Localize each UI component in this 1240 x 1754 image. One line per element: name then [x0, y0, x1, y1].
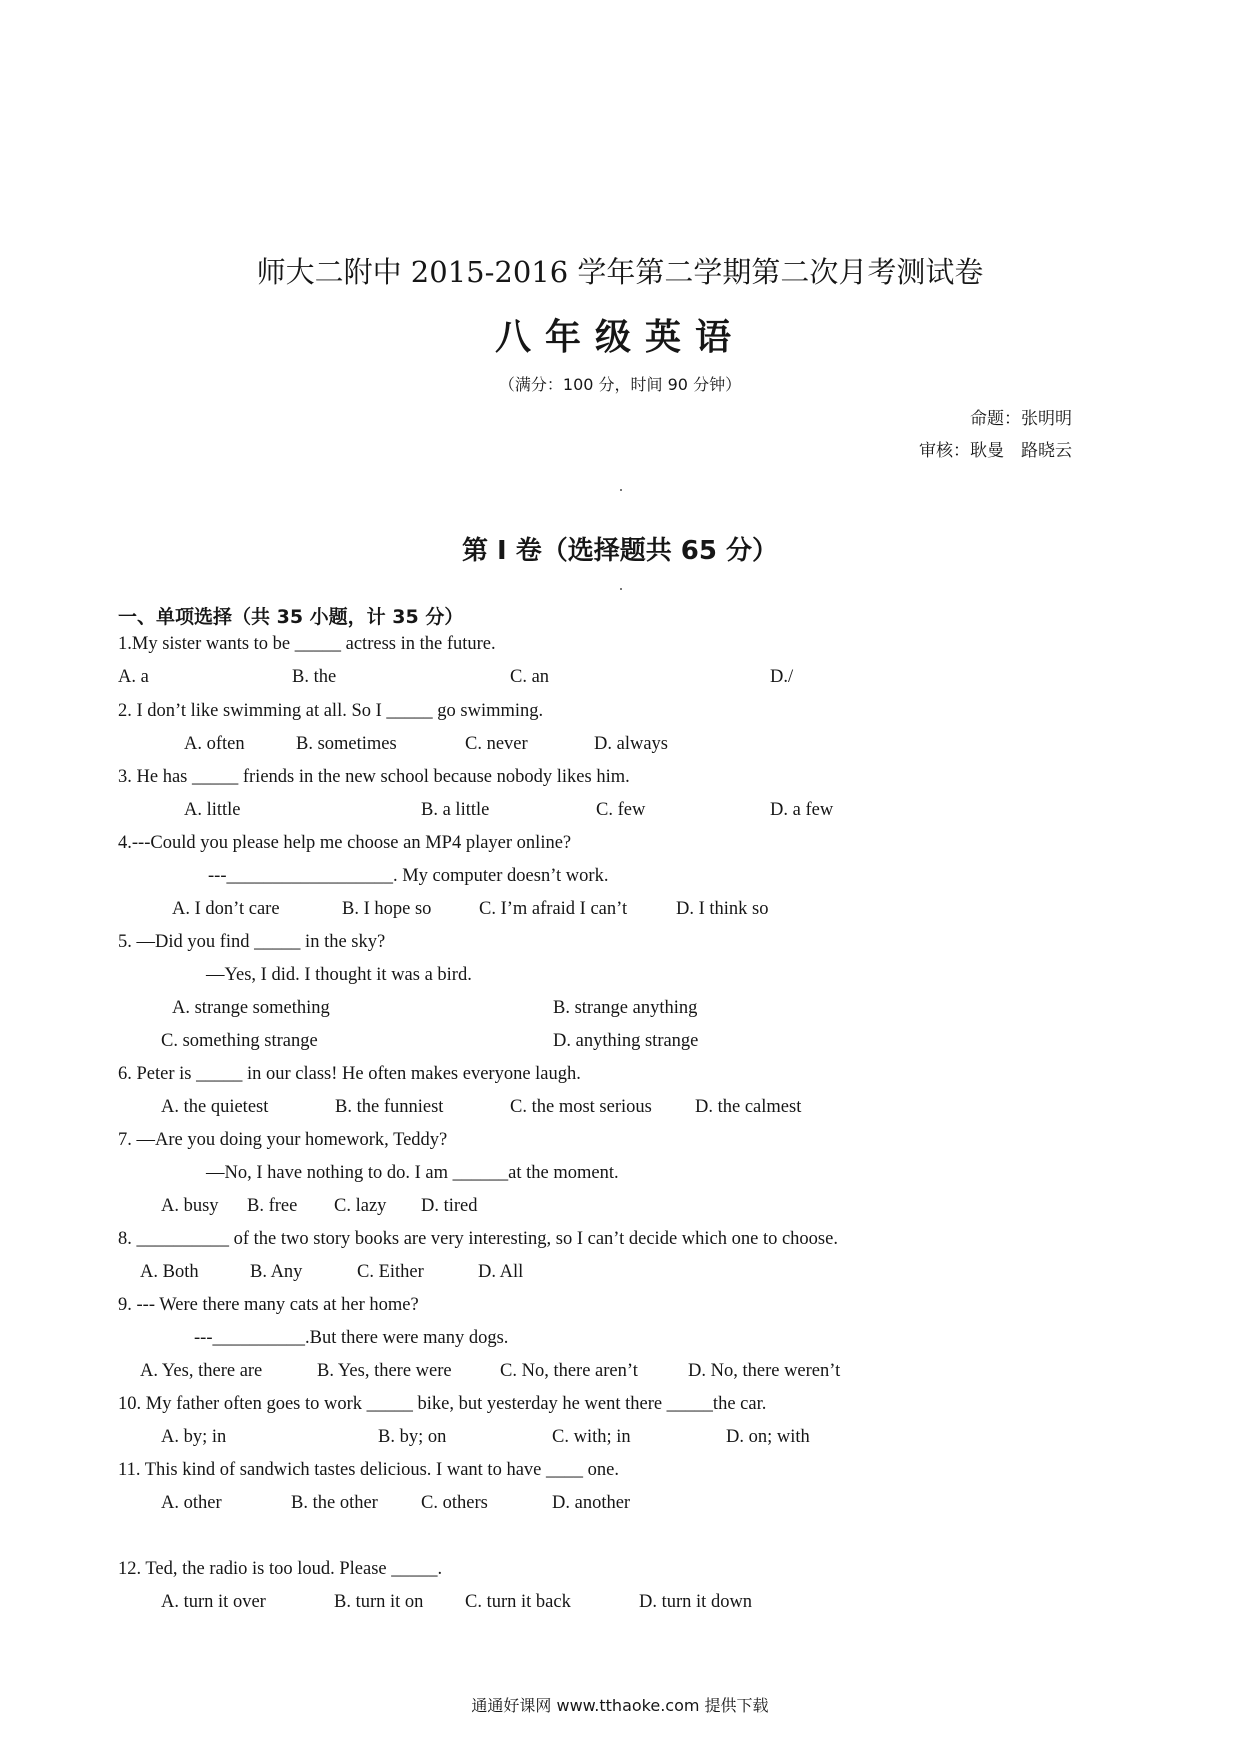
question-6-option-b: B. the funniest [335, 1097, 444, 1117]
question-2-option-b: B. sometimes [296, 734, 397, 754]
question-9-option-b: B. Yes, there were [317, 1361, 452, 1381]
question-8-option-c: C. Either [357, 1262, 424, 1282]
question-5-option-d: D. anything strange [553, 1031, 699, 1051]
question-12-option-c: C. turn it back [465, 1592, 571, 1612]
question-4-option-d: D. I think so [676, 899, 769, 919]
question-9-option-c: C. No, there aren’t [500, 1361, 638, 1381]
subject-title: 八年级英语 [494, 317, 745, 358]
scan-speck [620, 489, 622, 491]
question-10-option-d: D. on; with [726, 1427, 810, 1447]
question-7-option-a: A. busy [161, 1196, 219, 1216]
question-11-option-d: D. another [552, 1493, 631, 1513]
question-1-option-a: A. a [118, 667, 149, 687]
question-11-option-c: C. others [421, 1493, 488, 1513]
question-11-option-a: A. other [161, 1493, 222, 1513]
question-8-option-b: B. Any [250, 1262, 303, 1282]
scan-speck [620, 588, 622, 590]
question-6-option-a: A. the quietest [161, 1097, 269, 1117]
question-7-stem: 7. —Are you doing your homework, Teddy? [118, 1130, 448, 1150]
question-4-option-a: A. I don’t care [172, 899, 280, 919]
question-12-stem: 12. Ted, the radio is too loud. Please _____. [118, 1559, 443, 1579]
score-info: （满分：100 分，时间 90 分钟） [498, 375, 742, 394]
question-4-option-b: B. I hope so [342, 899, 432, 919]
question-4-option-c: C. I’m afraid I can’t [479, 899, 628, 919]
question-8-stem: 8. __________ of the two story books are very interesting, so I can’t decide which one to choose. [118, 1229, 838, 1249]
question-1-stem: 1.My sister wants to be _____ actress in the future. [118, 634, 496, 654]
footer-source: 通通好课网 www.tthaoke.com 提供下载 [471, 1696, 769, 1715]
question-9-stem: 9. --- Were there many cats at her home? [118, 1295, 419, 1315]
question-8-option-a: A. Both [140, 1262, 199, 1282]
question-5-option-c: C. something strange [161, 1031, 318, 1051]
question-11-stem: 11. This kind of sandwich tastes delicious. I want to have ____ one. [118, 1460, 619, 1480]
question-2-stem: 2. I don’t like swimming at all. So I _____ go swimming. [118, 701, 544, 721]
question-10-option-a: A. by; in [161, 1427, 227, 1447]
question-9-option-a: A. Yes, there are [140, 1361, 263, 1381]
question-5-option-b: B. strange anything [553, 998, 698, 1018]
question-6-stem: 6. Peter is _____ in our class! He often makes everyone laugh. [118, 1064, 581, 1084]
question-12-option-b: B. turn it on [334, 1592, 424, 1612]
question-11-option-b: B. the other [291, 1493, 378, 1513]
question-12-option-d: D. turn it down [639, 1592, 753, 1612]
question-1-option-d: D./ [770, 667, 794, 687]
question-5-stem: 5. —Did you find _____ in the sky? [118, 932, 386, 952]
question-9-reply: ---__________.But there were many dogs. [194, 1328, 509, 1348]
question-8-option-d: D. All [478, 1262, 524, 1282]
question-10-stem: 10. My father often goes to work _____ bike, but yesterday he went there _____the car. [118, 1394, 767, 1414]
question-3-option-b: B. a little [421, 800, 490, 820]
question-7-option-d: D. tired [421, 1196, 478, 1216]
question-7-option-c: C. lazy [334, 1196, 387, 1216]
question-6-option-d: D. the calmest [695, 1097, 802, 1117]
question-5-option-a: A. strange something [172, 998, 330, 1018]
question-9-option-d: D. No, there weren’t [688, 1361, 841, 1381]
question-3-option-c: C. few [596, 800, 646, 820]
question-4-reply: ---__________________. My computer doesn’t work. [208, 866, 609, 886]
reviewer-line: 审核：耿曼 路晓云 [919, 441, 1072, 461]
question-1-option-b: B. the [292, 667, 337, 687]
question-2-option-d: D. always [594, 734, 668, 754]
author-line: 命题：张明明 [970, 409, 1072, 429]
question-4-stem: 4.---Could you please help me choose an MP4 player online? [118, 833, 572, 853]
question-10-option-c: C. with; in [552, 1427, 631, 1447]
question-12-option-a: A. turn it over [161, 1592, 266, 1612]
question-10-option-b: B. by; on [378, 1427, 447, 1447]
question-7-reply: —No, I have nothing to do. I am ______at the moment. [206, 1163, 619, 1183]
question-7-option-b: B. free [247, 1196, 298, 1216]
question-2-option-c: C. never [465, 734, 528, 754]
section-title: 一、单项选择（共 35 小题，计 35 分） [118, 606, 464, 628]
question-3-stem: 3. He has _____ friends in the new school because nobody likes him. [118, 767, 630, 787]
question-3-option-a: A. little [184, 800, 241, 820]
question-2-option-a: A. often [184, 734, 245, 754]
question-1-option-c: C. an [510, 667, 550, 687]
question-6-option-c: C. the most serious [510, 1097, 652, 1117]
question-3-option-d: D. a few [770, 800, 834, 820]
question-5-reply: —Yes, I did. I thought it was a bird. [206, 965, 472, 985]
exam-title: 师大二附中 2015-2016 学年第二学期第二次月考测试卷 [256, 255, 984, 289]
part-title: 第 I 卷（选择题共 65 分） [461, 536, 779, 566]
